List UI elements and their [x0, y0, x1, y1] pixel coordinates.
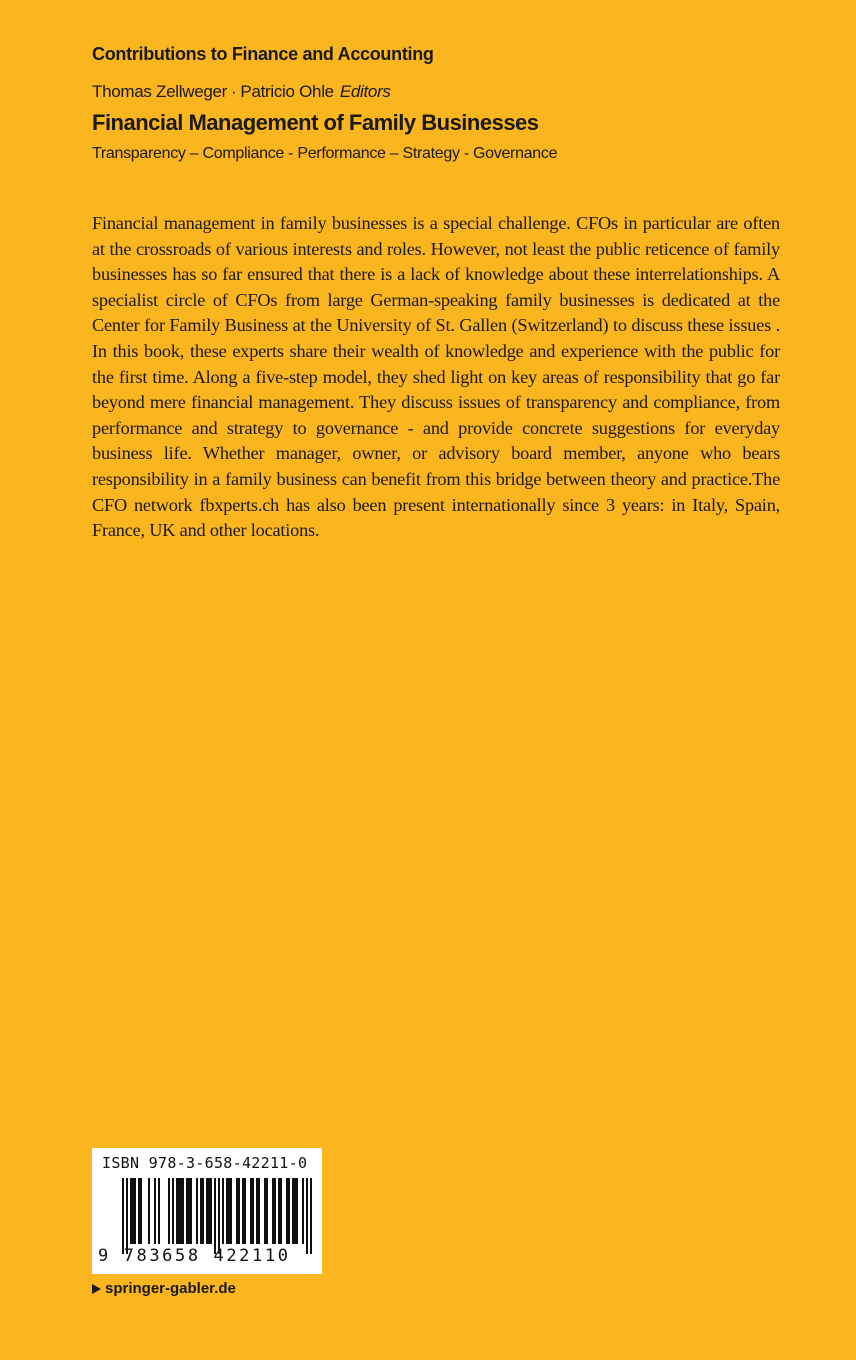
barcode-bar: [256, 1178, 258, 1244]
barcode-bar: [310, 1178, 312, 1254]
isbn-barcode: [92, 1148, 322, 1274]
publisher-link: [92, 1280, 236, 1297]
editor-name: Patricio Ohle: [240, 82, 334, 101]
barcode-bar: [206, 1178, 208, 1244]
barcode-bar: [266, 1178, 268, 1244]
book-title: Financial Management of Family Businesses: [92, 110, 539, 135]
barcode-bar: [196, 1178, 198, 1244]
barcode-bar: [228, 1178, 230, 1244]
barcode-bar: [286, 1178, 288, 1244]
editor-name: Thomas Zellweger: [92, 82, 228, 101]
barcode-bar: [226, 1178, 228, 1244]
barcode-bar: [236, 1178, 238, 1244]
barcode-bar: [190, 1178, 192, 1244]
barcode-bar: [242, 1178, 244, 1244]
barcode-bar: [132, 1178, 134, 1244]
ean-digits: 9 783658 422110: [98, 1246, 291, 1266]
barcode-bar: [168, 1178, 170, 1244]
publisher-url: springer-gabler.de: [105, 1280, 236, 1297]
editor-separator: ·: [231, 82, 237, 101]
barcode-bar: [138, 1178, 140, 1244]
barcode-bar: [134, 1178, 136, 1244]
barcode-bar: [154, 1178, 156, 1244]
barcode-bar: [280, 1178, 282, 1244]
barcode-bar: [264, 1178, 266, 1244]
barcode-bar: [208, 1178, 210, 1244]
book-subtitle: Transparency – Compliance - Performance – Strategy - Governance: [92, 145, 558, 162]
barcode-bar: [294, 1178, 296, 1244]
barcode-bar: [202, 1178, 204, 1244]
barcode-bar: [210, 1178, 212, 1244]
barcode-bar: [186, 1178, 188, 1244]
back-cover-blurb: Financial management in family businesses is a special challenge. CFOs in particular are often at the crossroads of various interests and roles. However, not least the public reticence of family businesses has so far ensured that there is a lack of knowledge about these interrelationships. A specialist circle of CFOs from large German-speaking family businesses is dedicated at the Center for Family Business at the University of St. Gallen (Switzerland) to discuss these issues . In this book, these experts share their wealth of knowledge and experience with the public for the first time. Along a five-step model, they shed light on key areas of responsibility that go far beyond mere financial management. They discuss issues of transparency and compliance, from performance and strategy to governance - and provide concrete suggestions for everyday business life. Whether manager, owner, or advisory board member, anyone who bears responsibility in a family business can benefit from this bridge between theory and practice.The CFO network fbxperts.ch has also been present internationally since 3 years: in Italy, Spain, France, UK and other locations.: [92, 213, 780, 541]
barcode-bar: [296, 1178, 298, 1244]
barcode-bar: [274, 1178, 276, 1244]
barcode-bar: [288, 1178, 290, 1244]
arrow-right-icon: [92, 1284, 101, 1294]
barcode-bar: [278, 1178, 280, 1244]
barcode-bar: [158, 1178, 160, 1244]
barcode-bar: [180, 1178, 182, 1244]
isbn-label: ISBN 978-3-658-42211-0: [102, 1154, 308, 1172]
barcode-bar: [292, 1178, 294, 1244]
barcode-bar: [258, 1178, 260, 1244]
editors-role: Editors: [339, 82, 391, 101]
barcode-bar: [148, 1178, 150, 1244]
barcode-bar: [122, 1178, 124, 1254]
barcode-bar: [176, 1178, 178, 1244]
barcode-bar: [230, 1178, 232, 1244]
barcode-bar: [302, 1178, 304, 1244]
barcode-bar: [218, 1178, 220, 1254]
barcode-bar: [306, 1178, 308, 1254]
barcode-bar: [126, 1178, 128, 1254]
barcode-bar: [178, 1178, 180, 1244]
barcode-bar: [244, 1178, 246, 1244]
barcode-bar: [214, 1178, 216, 1254]
barcode-bar: [200, 1178, 202, 1244]
barcode-bar: [130, 1178, 132, 1244]
barcode-bar: [238, 1178, 240, 1244]
editors-line: [92, 82, 391, 102]
barcode-bar: [140, 1178, 142, 1244]
barcode-bar: [252, 1178, 254, 1244]
barcode-bar: [172, 1178, 174, 1244]
barcode-bar: [188, 1178, 190, 1244]
barcode-bar: [222, 1178, 224, 1244]
barcode-bar: [272, 1178, 274, 1244]
barcode-bar: [250, 1178, 252, 1244]
barcode-bar: [182, 1178, 184, 1244]
series-title: Contributions to Finance and Accounting: [92, 44, 434, 64]
